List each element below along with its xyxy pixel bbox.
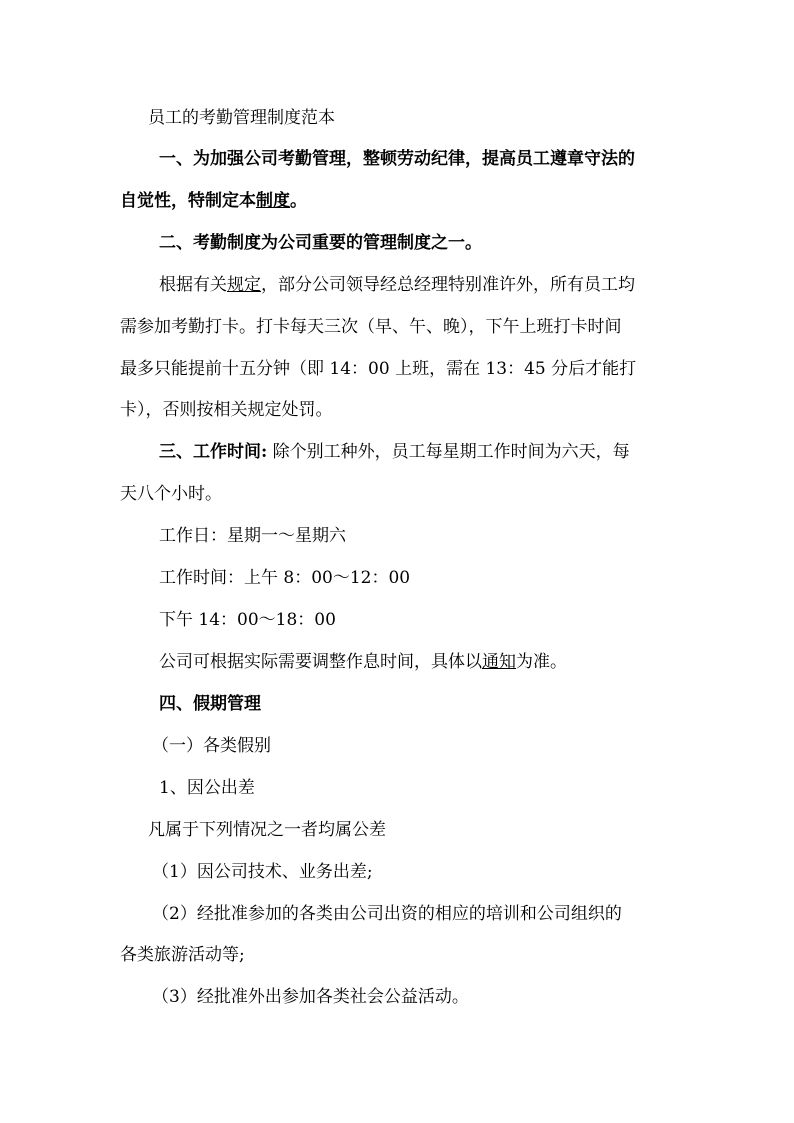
section4-subheading: （一）各类假别 (152, 736, 271, 756)
section2-text-b: ，部分公司领导经总经理特别准许外，所有员工均 (261, 275, 635, 295)
section3-line1 (159, 440, 719, 464)
section3-heading: 三、工作时间: (159, 442, 268, 462)
section2-paragraph-line4: 卡），否则按相关规定处罚。 (120, 400, 333, 420)
section2-paragraph-line2: 需参加考勤打卡。打卡每天三次（早、午、晚），下午上班打卡时间 (120, 317, 622, 337)
case-2-line2: 各类旅游活动等; (120, 945, 245, 965)
section2-heading: 二、考勤制度为公司重要的管理制度之一。 (159, 233, 482, 253)
section2-link-guiding[interactable]: 规定 (227, 275, 261, 295)
case-3: （3）经批准外出参加各类社会公益活动。 (152, 987, 469, 1007)
hours-pm-line: 下午 14：00～18：00 (159, 610, 336, 630)
item1-heading: 1、因公出差 (159, 778, 255, 798)
case-2-line1: （2）经批准参加的各类由公司出资的相应的培训和公司组织的 (152, 904, 622, 924)
note-link-tongzhi[interactable]: 通知 (482, 652, 516, 672)
section1-text-a: 自觉性，特制定本 (120, 191, 256, 211)
section3-line2: 天八个小时。 (120, 484, 222, 504)
hours-am-line: 工作时间：上午 8：00～12：00 (159, 568, 411, 588)
section1-line1: 一、为加强公司考勤管理，整顿劳动纪律，提高员工遵章守法的 (159, 149, 635, 169)
note-text-a: 公司可根据实际需要调整作息时间，具体以 (159, 652, 482, 672)
section1-text-b: 。 (290, 191, 307, 211)
section2-paragraph-line3: 最多只能提前十五分钟（即 14：00 上班，需在 13：45 分后才能打 (120, 359, 637, 379)
section1-line2 (120, 189, 680, 213)
document-title: 员工的考勤管理制度范本 (148, 108, 335, 128)
item1-description: 凡属于下列情况之一者均属公差 (148, 820, 386, 840)
workdays-line: 工作日：星期一～星期六 (159, 526, 346, 546)
schedule-note (159, 650, 719, 674)
section2-paragraph-line1 (159, 273, 719, 297)
section3-text: 除个别工种外，员工每星期工作时间为六天，每 (267, 442, 630, 462)
case-1: （1）因公司技术、业务出差; (152, 862, 373, 882)
section4-heading: 四、假期管理 (159, 694, 261, 714)
section2-text-a: 根据有关 (159, 275, 227, 295)
note-text-b: 为准。 (516, 652, 567, 672)
section1-link-zhidu[interactable]: 制度 (256, 191, 290, 211)
